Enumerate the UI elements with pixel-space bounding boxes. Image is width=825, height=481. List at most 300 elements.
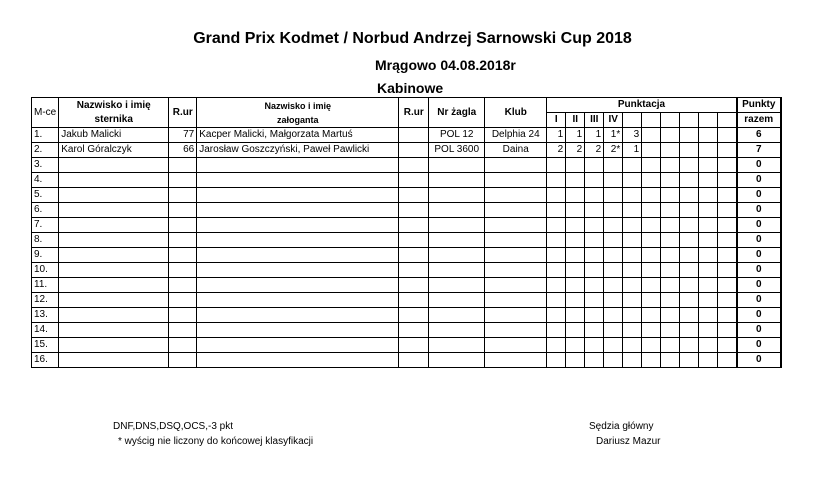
year1-cell [169, 173, 197, 188]
race-score-cell [699, 143, 718, 158]
race-score-cell: 2* [604, 143, 623, 158]
race-score-cell [547, 353, 566, 368]
race-score-cell [699, 263, 718, 278]
place-cell: 2. [32, 143, 59, 158]
table-row [32, 218, 781, 233]
race-score-cell [623, 293, 642, 308]
race-score-cell [604, 188, 623, 203]
race-score-cell [623, 188, 642, 203]
header-year2: R.ur [399, 98, 429, 128]
race-score-cell [642, 143, 661, 158]
race-score-cell [547, 323, 566, 338]
helm-cell [59, 308, 169, 323]
crew-cell [197, 308, 399, 323]
race-score-cell [642, 323, 661, 338]
crew-cell [197, 218, 399, 233]
sail-cell [429, 248, 485, 263]
place-cell: 13. [32, 308, 59, 323]
race-score-cell [547, 188, 566, 203]
year1-cell [169, 353, 197, 368]
race-score-cell [604, 173, 623, 188]
race-score-cell [718, 248, 737, 263]
race-score-cell [642, 278, 661, 293]
year2-cell [399, 158, 429, 173]
race-score-cell [547, 338, 566, 353]
table-row [32, 158, 781, 173]
helm-cell [59, 248, 169, 263]
helm-cell [59, 278, 169, 293]
header-crew-line1: Nazwisko i imię [264, 100, 331, 111]
race-score-cell [585, 248, 604, 263]
race-score-cell [547, 278, 566, 293]
race-score-cell [604, 248, 623, 263]
race-score-cell [699, 158, 718, 173]
footnote-discard: * wyścig nie liczony do końcowej klasyfikacji [118, 436, 314, 447]
race-score-cell [585, 263, 604, 278]
race-score-cell [718, 263, 737, 278]
race-score-cell: 2 [566, 143, 585, 158]
place-cell: 12. [32, 293, 59, 308]
sail-cell [429, 188, 485, 203]
race-score-cell [547, 203, 566, 218]
year2-cell [399, 323, 429, 338]
race-score-cell [661, 263, 680, 278]
race-header-5 [623, 113, 642, 128]
race-score-cell [718, 188, 737, 203]
club-cell [485, 293, 547, 308]
header-total-line2: razem [737, 113, 781, 128]
race-score-cell [680, 323, 699, 338]
total-points-cell: 0 [737, 158, 781, 173]
race-score-cell [642, 353, 661, 368]
sail-cell [429, 263, 485, 278]
race-score-cell [661, 248, 680, 263]
race-score-cell [699, 293, 718, 308]
race-score-cell [661, 203, 680, 218]
crew-cell [197, 353, 399, 368]
race-score-cell [642, 263, 661, 278]
race-score-cell [623, 218, 642, 233]
page-title: Grand Prix Kodmet / Norbud Andrzej Sarnowski Cup 2018 [193, 30, 632, 47]
race-score-cell [566, 173, 585, 188]
race-score-cell [623, 278, 642, 293]
year1-cell [169, 308, 197, 323]
header-helm-line2: sternika [94, 113, 133, 125]
year2-cell [399, 278, 429, 293]
year2-cell [399, 308, 429, 323]
club-cell [485, 278, 547, 293]
race-score-cell [680, 338, 699, 353]
header-sail: Nr żagla [429, 98, 485, 128]
header-helm [59, 98, 169, 128]
race-score-cell [661, 128, 680, 143]
club-cell [485, 308, 547, 323]
race-score-cell [623, 353, 642, 368]
year1-cell: 66 [169, 143, 197, 158]
header-row-1 [32, 98, 781, 113]
race-score-cell [680, 233, 699, 248]
race-score-cell [623, 308, 642, 323]
year1-cell [169, 203, 197, 218]
place-cell: 5. [32, 188, 59, 203]
total-points-cell: 0 [737, 263, 781, 278]
helm-cell [59, 158, 169, 173]
year1-cell [169, 188, 197, 203]
race-header-7 [661, 113, 680, 128]
year2-cell [399, 173, 429, 188]
race-score-cell [718, 323, 737, 338]
race-score-cell [566, 338, 585, 353]
place-cell: 4. [32, 173, 59, 188]
sail-cell [429, 293, 485, 308]
race-score-cell [547, 293, 566, 308]
race-score-cell [566, 323, 585, 338]
sail-cell [429, 338, 485, 353]
table-row [32, 338, 781, 353]
race-score-cell [661, 143, 680, 158]
race-score-cell [604, 323, 623, 338]
crew-cell [197, 278, 399, 293]
race-score-cell [642, 173, 661, 188]
year2-cell [399, 188, 429, 203]
race-score-cell [699, 278, 718, 293]
place-cell: 1. [32, 128, 59, 143]
year1-cell [169, 278, 197, 293]
race-score-cell [623, 248, 642, 263]
crew-cell [197, 323, 399, 338]
race-score-cell [661, 218, 680, 233]
race-score-cell [642, 338, 661, 353]
race-score-cell [642, 248, 661, 263]
sail-cell [429, 218, 485, 233]
club-cell [485, 338, 547, 353]
race-score-cell [566, 218, 585, 233]
year2-cell [399, 338, 429, 353]
race-score-cell [661, 293, 680, 308]
crew-cell [197, 338, 399, 353]
race-score-cell [642, 188, 661, 203]
race-score-cell [718, 278, 737, 293]
race-score-cell [566, 158, 585, 173]
race-score-cell [566, 188, 585, 203]
place-cell: 15. [32, 338, 59, 353]
header-year1: R.ur [169, 98, 197, 128]
sail-cell [429, 158, 485, 173]
total-points-cell: 0 [737, 338, 781, 353]
race-score-cell [661, 353, 680, 368]
crew-cell: Kacper Malicki, Małgorzata Martuś [197, 128, 399, 143]
race-score-cell [566, 248, 585, 263]
race-score-cell [718, 293, 737, 308]
year2-cell [399, 218, 429, 233]
race-score-cell [566, 293, 585, 308]
race-score-cell [566, 278, 585, 293]
place-cell: 6. [32, 203, 59, 218]
race-score-cell [547, 233, 566, 248]
helm-cell [59, 338, 169, 353]
race-score-cell [623, 263, 642, 278]
helm-cell [59, 293, 169, 308]
header-place: M-ce [32, 98, 59, 128]
race-score-cell [585, 203, 604, 218]
year1-cell [169, 323, 197, 338]
crew-cell [197, 233, 399, 248]
race-score-cell [566, 263, 585, 278]
total-points-cell: 0 [737, 188, 781, 203]
race-score-cell [585, 278, 604, 293]
race-score-cell: 1 [547, 128, 566, 143]
year1-cell [169, 263, 197, 278]
race-score-cell [699, 323, 718, 338]
race-score-cell [642, 218, 661, 233]
race-header-4: IV [604, 113, 623, 128]
race-score-cell [585, 188, 604, 203]
race-score-cell [680, 173, 699, 188]
club-cell [485, 263, 547, 278]
race-score-cell [699, 248, 718, 263]
race-score-cell [585, 323, 604, 338]
race-header-8 [680, 113, 699, 128]
sail-cell [429, 308, 485, 323]
helm-cell [59, 203, 169, 218]
race-score-cell [661, 233, 680, 248]
race-score-cell [718, 218, 737, 233]
place-cell: 7. [32, 218, 59, 233]
footnote-penalty: DNF,DNS,DSQ,OCS,-3 pkt [113, 421, 234, 432]
year2-cell [399, 263, 429, 278]
race-score-cell [699, 188, 718, 203]
race-score-cell: 1 [566, 128, 585, 143]
club-cell [485, 158, 547, 173]
sail-cell [429, 353, 485, 368]
race-score-cell [718, 173, 737, 188]
crew-cell [197, 158, 399, 173]
helm-cell [59, 218, 169, 233]
race-score-cell [680, 128, 699, 143]
table-row [32, 323, 781, 338]
club-cell [485, 188, 547, 203]
race-score-cell: 3 [623, 128, 642, 143]
table-row [32, 173, 781, 188]
race-score-cell [604, 263, 623, 278]
race-score-cell [718, 233, 737, 248]
race-header-9 [699, 113, 718, 128]
race-score-cell [566, 203, 585, 218]
race-score-cell [661, 323, 680, 338]
year2-cell [399, 143, 429, 158]
race-score-cell [604, 203, 623, 218]
header-crew [197, 98, 399, 128]
race-score-cell [680, 308, 699, 323]
race-score-cell [585, 338, 604, 353]
table-row [32, 278, 781, 293]
sail-cell [429, 203, 485, 218]
year2-cell [399, 128, 429, 143]
race-score-cell [585, 158, 604, 173]
header-points: Punktacja [547, 98, 737, 113]
total-points-cell: 0 [737, 233, 781, 248]
race-score-cell [718, 143, 737, 158]
category-title: Kabinowe [377, 80, 444, 96]
race-score-cell [680, 188, 699, 203]
race-score-cell [699, 218, 718, 233]
total-points-cell: 6 [737, 128, 781, 143]
crew-cell [197, 293, 399, 308]
judge-title: Sędzia główny [589, 421, 654, 432]
sail-cell [429, 278, 485, 293]
club-cell [485, 323, 547, 338]
year1-cell [169, 233, 197, 248]
race-score-cell [642, 293, 661, 308]
race-score-cell [661, 338, 680, 353]
crew-cell [197, 263, 399, 278]
year1-cell [169, 218, 197, 233]
race-header-2: II [566, 113, 585, 128]
race-header-6 [642, 113, 661, 128]
race-score-cell [718, 308, 737, 323]
race-score-cell [604, 353, 623, 368]
helm-cell: Jakub Malicki [59, 128, 169, 143]
sail-cell [429, 173, 485, 188]
race-score-cell [585, 218, 604, 233]
race-score-cell [699, 173, 718, 188]
race-score-cell [661, 188, 680, 203]
crew-cell [197, 188, 399, 203]
race-score-cell [642, 203, 661, 218]
year2-cell [399, 248, 429, 263]
race-score-cell [623, 233, 642, 248]
race-score-cell [604, 338, 623, 353]
race-score-cell [699, 308, 718, 323]
total-points-cell: 0 [737, 203, 781, 218]
race-score-cell [623, 338, 642, 353]
table-row [32, 203, 781, 218]
year1-cell: 77 [169, 128, 197, 143]
race-score-cell [718, 353, 737, 368]
race-score-cell [585, 353, 604, 368]
location-date: Mrągowo 04.08.2018r [375, 57, 516, 73]
helm-cell [59, 173, 169, 188]
sail-cell [429, 233, 485, 248]
place-cell: 10. [32, 263, 59, 278]
race-score-cell [623, 158, 642, 173]
race-score-cell [680, 203, 699, 218]
table-row [32, 128, 781, 143]
race-score-cell: 2 [585, 143, 604, 158]
table-row [32, 353, 781, 368]
race-score-cell [699, 233, 718, 248]
race-score-cell [604, 278, 623, 293]
race-score-cell [604, 293, 623, 308]
race-score-cell [661, 173, 680, 188]
header-crew-line2: załoganta [276, 114, 319, 125]
race-score-cell [680, 353, 699, 368]
race-score-cell [623, 203, 642, 218]
table-row [32, 263, 781, 278]
header-helm-line1: Nazwisko i imię [76, 99, 151, 111]
race-score-cell [680, 248, 699, 263]
club-cell [485, 218, 547, 233]
race-score-cell [699, 338, 718, 353]
total-points-cell: 0 [737, 248, 781, 263]
race-score-cell [547, 218, 566, 233]
total-points-cell: 0 [737, 278, 781, 293]
club-cell [485, 173, 547, 188]
race-score-cell [585, 233, 604, 248]
race-score-cell [642, 158, 661, 173]
race-score-cell [547, 263, 566, 278]
club-cell [485, 353, 547, 368]
sail-cell: POL 3600 [429, 143, 485, 158]
sail-cell [429, 323, 485, 338]
place-cell: 8. [32, 233, 59, 248]
race-score-cell [547, 248, 566, 263]
total-points-cell: 0 [737, 323, 781, 338]
crew-cell [197, 203, 399, 218]
total-points-cell: 7 [737, 143, 781, 158]
total-points-cell: 0 [737, 293, 781, 308]
race-score-cell: 1 [585, 128, 604, 143]
race-score-cell [566, 308, 585, 323]
table-row [32, 143, 781, 158]
table-row [32, 188, 781, 203]
race-header-10 [718, 113, 737, 128]
total-points-cell: 0 [737, 308, 781, 323]
helm-cell [59, 353, 169, 368]
club-cell: Delphia 24 [485, 128, 547, 143]
race-score-cell [680, 293, 699, 308]
sail-cell: POL 12 [429, 128, 485, 143]
race-score-cell [547, 308, 566, 323]
race-score-cell [604, 233, 623, 248]
year1-cell [169, 248, 197, 263]
race-score-cell [680, 218, 699, 233]
race-score-cell [623, 323, 642, 338]
race-score-cell [642, 308, 661, 323]
race-score-cell [642, 233, 661, 248]
place-cell: 11. [32, 278, 59, 293]
place-cell: 9. [32, 248, 59, 263]
race-score-cell [680, 278, 699, 293]
crew-cell: Jarosław Goszczyński, Paweł Pawlicki [197, 143, 399, 158]
total-points-cell: 0 [737, 173, 781, 188]
crew-cell [197, 173, 399, 188]
club-cell [485, 203, 547, 218]
year1-cell [169, 158, 197, 173]
header-club: Klub [485, 98, 547, 128]
race-score-cell [661, 308, 680, 323]
race-score-cell [585, 173, 604, 188]
club-cell: Daina [485, 143, 547, 158]
race-score-cell [699, 203, 718, 218]
race-score-cell [680, 263, 699, 278]
race-score-cell [718, 128, 737, 143]
race-header-1: I [547, 113, 566, 128]
table-row [32, 293, 781, 308]
table-row [32, 233, 781, 248]
helm-cell [59, 263, 169, 278]
race-score-cell [699, 353, 718, 368]
place-cell: 16. [32, 353, 59, 368]
helm-cell [59, 188, 169, 203]
race-score-cell [547, 173, 566, 188]
race-score-cell [585, 308, 604, 323]
race-score-cell: 2 [547, 143, 566, 158]
results-table [31, 97, 782, 368]
race-score-cell [718, 338, 737, 353]
year2-cell [399, 353, 429, 368]
total-points-cell: 0 [737, 353, 781, 368]
